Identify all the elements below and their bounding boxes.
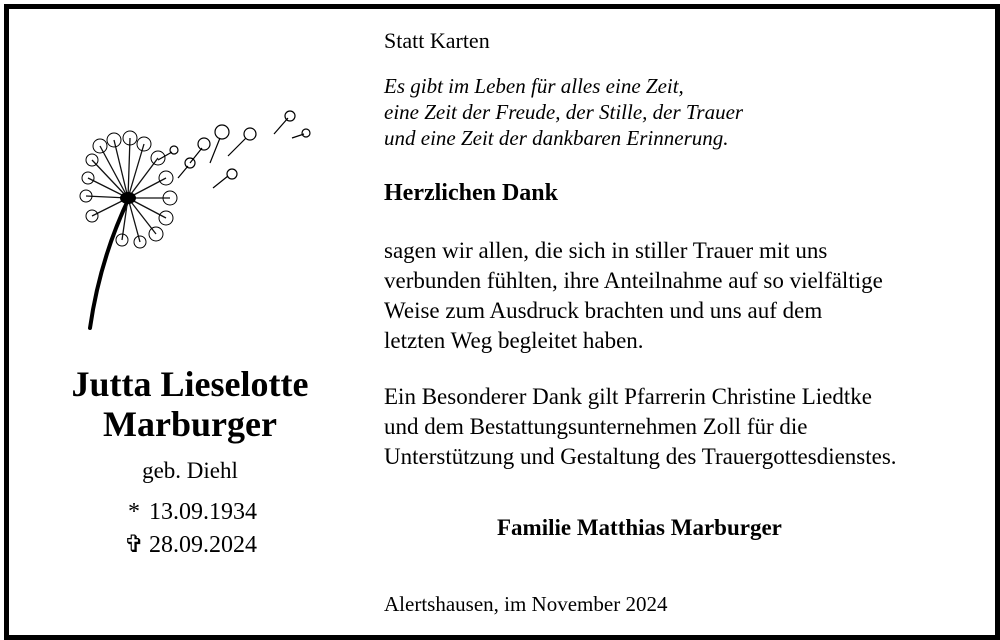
- name-line-2: Marburger: [103, 404, 277, 444]
- deceased-info: [40, 364, 340, 562]
- maiden-name: geb. Diehl: [142, 458, 238, 483]
- paragraph-line: Weise zum Ausdruck brachten und uns auf dem: [384, 298, 823, 323]
- paragraph-line: Ein Besonderer Dank gilt Pfarrerin Christine Liedtke: [384, 384, 872, 409]
- thanks-title: Herzlichen Dank: [384, 180, 558, 206]
- paragraph-line: letzten Weg begleitet haben.: [384, 328, 644, 353]
- paragraph-line: Unterstützung und Gestaltung des Trauergottesdienstes.: [384, 444, 897, 469]
- birth-line: [40, 496, 340, 529]
- birth-date: 13.09.1934: [149, 499, 257, 525]
- cross-icon: ✞: [123, 532, 145, 558]
- place-date: Alertshausen, im November 2024: [384, 592, 668, 616]
- thanks-paragraph: [384, 236, 883, 356]
- name-line-1: Jutta Lieselotte: [71, 364, 309, 404]
- header-text: Statt Karten: [384, 28, 490, 53]
- death-date: 28.09.2024: [149, 532, 257, 558]
- birth-symbol: *: [128, 499, 140, 525]
- poem-line: Es gibt im Leben für alles eine Zeit,: [384, 74, 684, 98]
- paragraph-line: sagen wir allen, die sich in stiller Trauer mit uns: [384, 238, 828, 263]
- poem-line: und eine Zeit der dankbaren Erinnerung.: [384, 126, 729, 150]
- paragraph-line: verbunden fühlten, ihre Anteilnahme auf so vielfältige: [384, 268, 883, 293]
- family-signature: Familie Matthias Marburger: [497, 515, 782, 540]
- poem-line: eine Zeit der Freude, der Stille, der Trauer: [384, 100, 744, 124]
- deceased-name: [40, 364, 340, 444]
- poem: [384, 73, 743, 151]
- life-dates: [40, 496, 340, 562]
- death-line: [40, 529, 340, 562]
- paragraph-line: und dem Bestattungsunternehmen Zoll für die: [384, 414, 808, 439]
- special-thanks-paragraph: [384, 382, 897, 472]
- dandelion-icon: [78, 108, 318, 333]
